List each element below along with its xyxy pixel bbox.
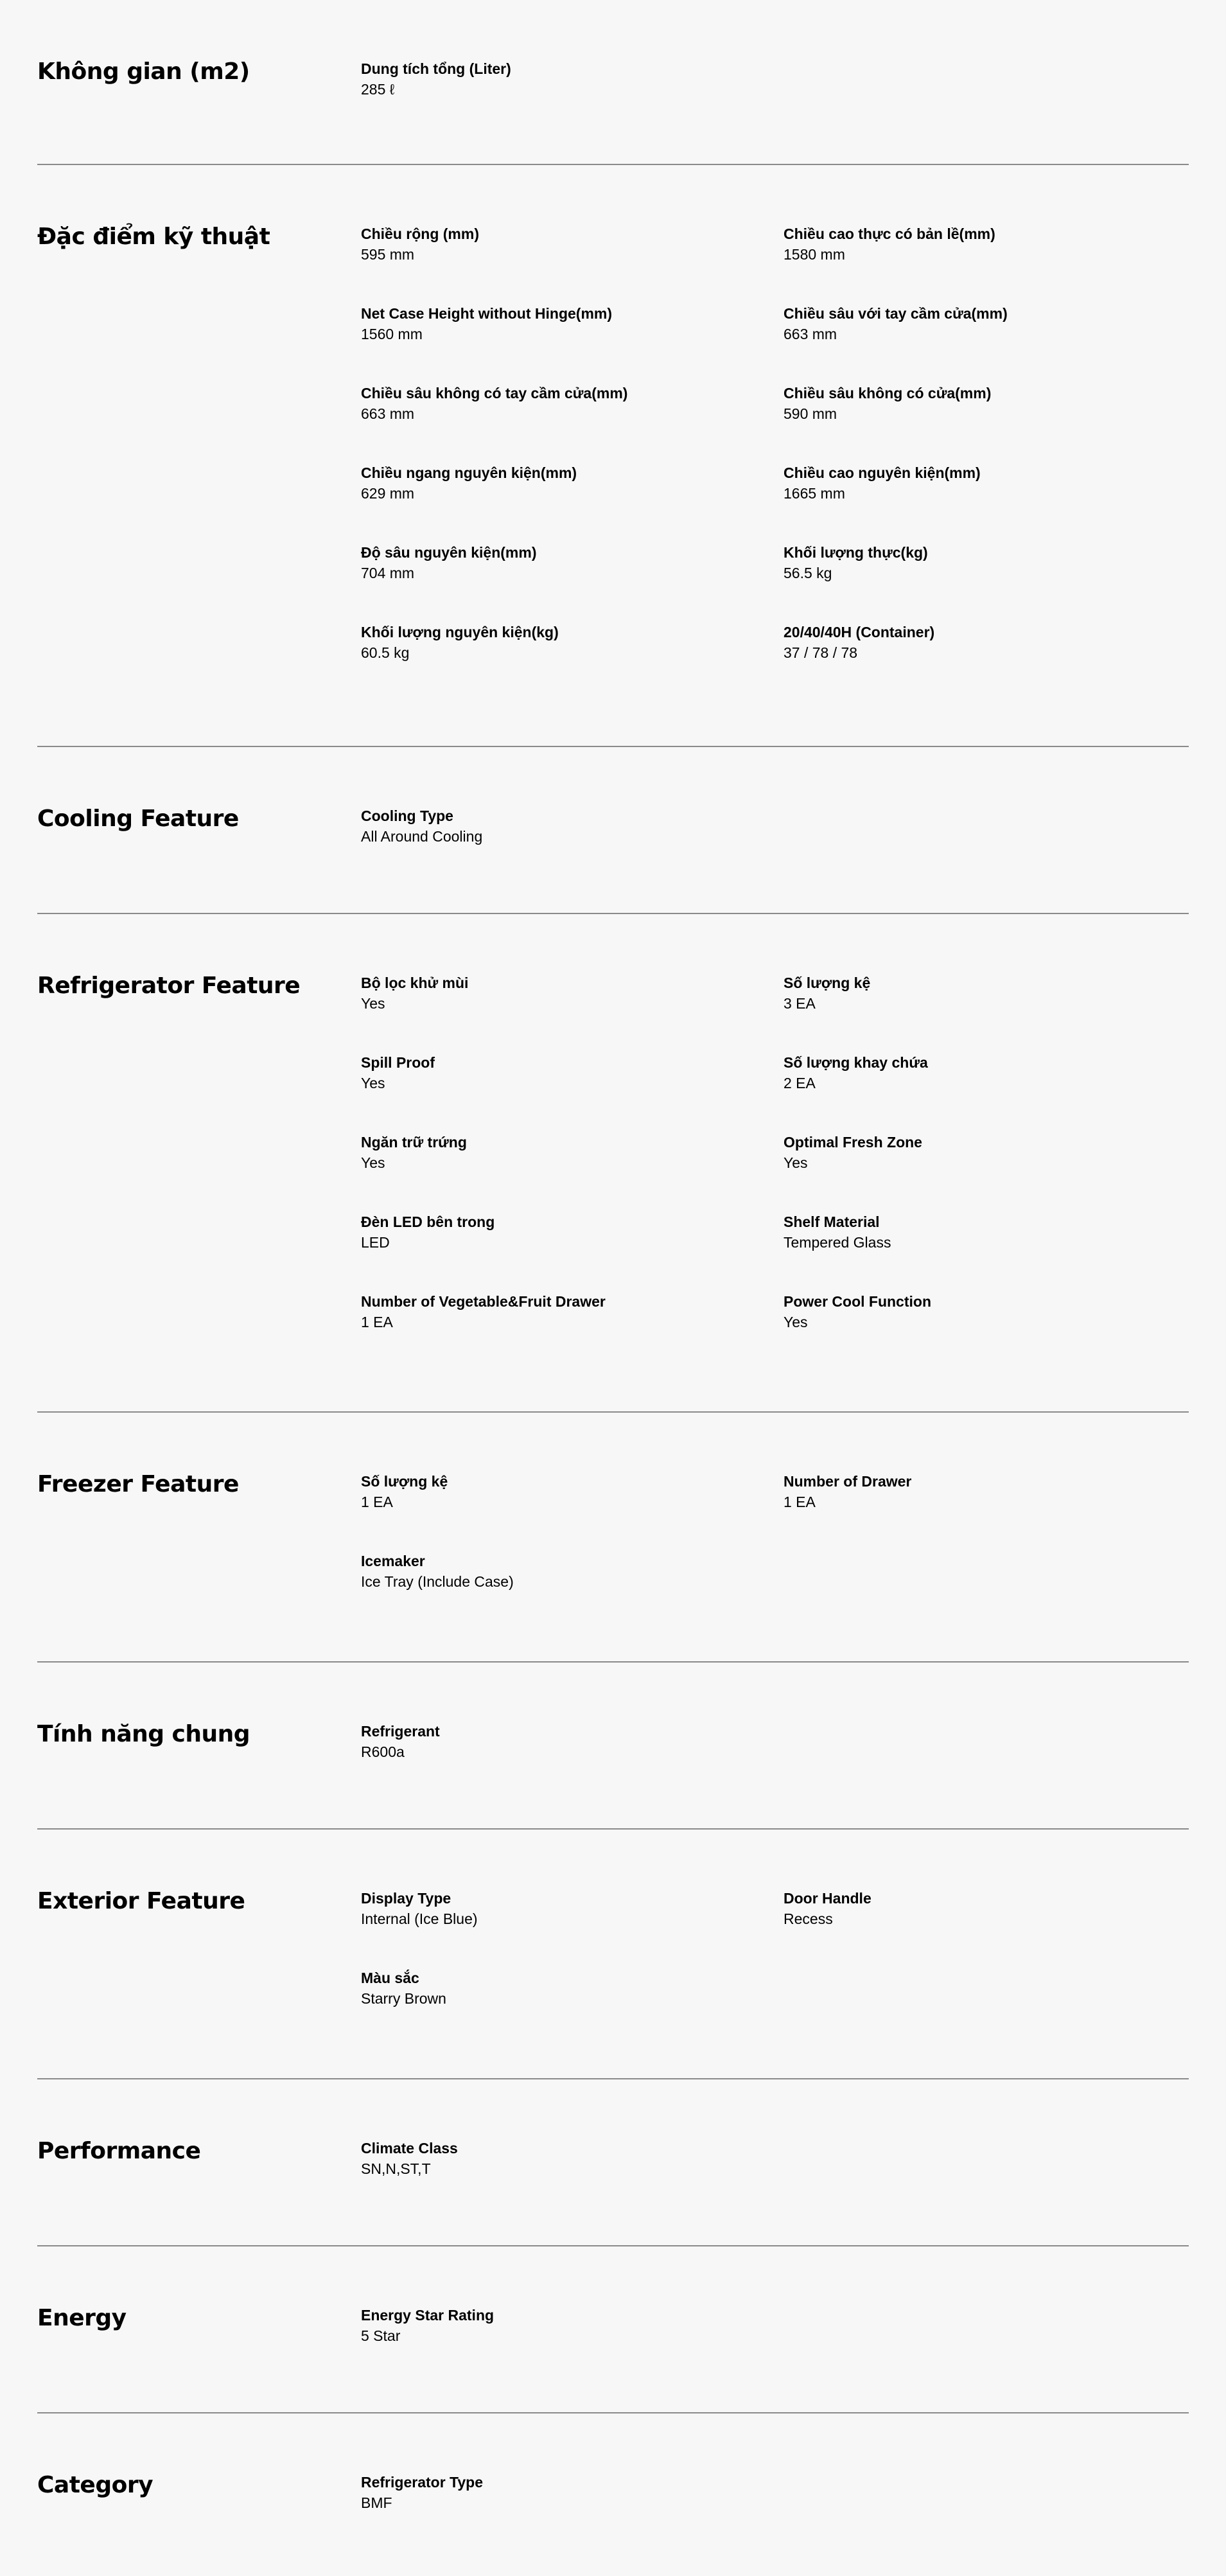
spec-item	[361, 1212, 784, 1253]
spec-item	[784, 1053, 1143, 1094]
spec-item	[361, 543, 784, 584]
spec-label: Power Cool Function	[784, 1293, 931, 1310]
spec-value: Yes	[361, 1075, 385, 1091]
spec-value: Yes	[784, 1314, 808, 1330]
spec-value: Yes	[361, 995, 385, 1012]
section-title: Energy	[37, 2305, 127, 2331]
spec-label: Đèn LED bên trong	[361, 1213, 495, 1230]
spec-value: 5 Star	[361, 2327, 401, 2344]
spec-section-energy	[37, 2246, 1189, 2413]
spec-label: Cooling Type	[361, 807, 453, 824]
spec-value: 663 mm	[361, 405, 415, 422]
spec-label: Chiều cao nguyên kiện(mm)	[784, 464, 981, 481]
spec-item	[361, 384, 784, 425]
spec-item	[361, 1889, 784, 1930]
spec-grid	[361, 2306, 1189, 2347]
spec-label: Khối lượng thực(kg)	[784, 544, 928, 561]
spec-value: Starry Brown	[361, 1990, 446, 2007]
spec-value: 56.5 kg	[784, 565, 832, 581]
spec-value: BMF	[361, 2494, 392, 2511]
spec-item	[361, 1551, 784, 1592]
spec-label: Chiều cao thực có bản lề(mm)	[784, 225, 995, 242]
spec-item	[361, 304, 784, 345]
spec-item	[784, 224, 1143, 265]
spec-page	[37, 0, 1189, 2576]
spec-label: Net Case Height without Hinge(mm)	[361, 305, 613, 322]
spec-label: Chiều sâu với tay cầm cửa(mm)	[784, 305, 1008, 322]
spec-item	[784, 973, 1143, 1014]
spec-value: Ice Tray (Include Case)	[361, 1573, 514, 1590]
section-title: Freezer Feature	[37, 1471, 239, 1497]
spec-section-technical	[37, 165, 1189, 747]
spec-item	[361, 1722, 784, 1763]
spec-item	[784, 1889, 1143, 1930]
spec-item	[361, 2139, 784, 2180]
spec-grid	[361, 224, 1189, 664]
spec-value: 37 / 78 / 78	[784, 644, 858, 661]
spec-label: Dung tích tổng (Liter)	[361, 60, 511, 77]
spec-label: 20/40/40H (Container)	[784, 624, 935, 640]
spec-item	[784, 1472, 1143, 1513]
spec-label: Chiều ngang nguyên kiện(mm)	[361, 464, 577, 481]
spec-item	[361, 1053, 784, 1094]
spec-value: 704 mm	[361, 565, 415, 581]
spec-label: Chiều rộng (mm)	[361, 225, 479, 242]
spec-label: Số lượng kệ	[361, 1473, 448, 1490]
section-title: Cooling Feature	[37, 806, 239, 832]
spec-label: Số lượng kệ	[784, 975, 871, 991]
spec-value: Recess	[784, 1910, 833, 1927]
spec-section-refrigerator	[37, 914, 1189, 1413]
spec-value: 595 mm	[361, 246, 415, 263]
spec-section-cooling	[37, 747, 1189, 914]
spec-grid	[361, 59, 1189, 100]
spec-grid	[361, 806, 1189, 847]
section-title: Performance	[37, 2138, 201, 2164]
spec-value: 1 EA	[784, 1494, 816, 1510]
spec-label: Optimal Fresh Zone	[784, 1134, 922, 1151]
spec-section-space	[37, 0, 1189, 165]
spec-value: R600a	[361, 1743, 405, 1760]
spec-item	[361, 1292, 784, 1333]
spec-item	[784, 1292, 1143, 1333]
spec-item	[361, 2306, 784, 2347]
spec-item	[361, 973, 784, 1014]
spec-label: Spill Proof	[361, 1054, 435, 1071]
spec-value: 1560 mm	[361, 326, 423, 342]
spec-grid	[361, 1889, 1189, 2009]
spec-label: Display Type	[361, 1890, 451, 1907]
spec-item	[361, 224, 784, 265]
spec-label: Climate Class	[361, 2140, 458, 2157]
spec-value: Yes	[361, 1154, 385, 1171]
section-title: Category	[37, 2472, 153, 2498]
spec-item	[361, 622, 784, 664]
spec-value: LED	[361, 1234, 390, 1251]
spec-label: Number of Drawer	[784, 1473, 912, 1490]
spec-grid	[361, 973, 1189, 1333]
spec-item	[784, 304, 1143, 345]
spec-item	[361, 1968, 784, 2009]
spec-value: All Around Cooling	[361, 828, 483, 845]
spec-section-performance	[37, 2079, 1189, 2246]
spec-label: Number of Vegetable&Fruit Drawer	[361, 1293, 606, 1310]
spec-item	[361, 806, 784, 847]
spec-item	[361, 2473, 784, 2514]
spec-value: 2 EA	[784, 1075, 816, 1091]
spec-value: Yes	[784, 1154, 808, 1171]
spec-label: Bộ lọc khử mùi	[361, 975, 469, 991]
section-title: Exterior Feature	[37, 1888, 245, 1914]
spec-label: Chiều sâu không có cửa(mm)	[784, 385, 992, 401]
spec-value: 1 EA	[361, 1494, 393, 1510]
spec-grid	[361, 1472, 1189, 1592]
spec-label: Refrigerant	[361, 1723, 440, 1740]
spec-section-category	[37, 2413, 1189, 2576]
spec-item	[361, 463, 784, 504]
spec-item	[361, 59, 784, 100]
spec-item	[784, 463, 1143, 504]
spec-section-general	[37, 1663, 1189, 1830]
spec-label: Số lượng khay chứa	[784, 1054, 928, 1071]
spec-label: Độ sâu nguyên kiện(mm)	[361, 544, 537, 561]
spec-value: 1 EA	[361, 1314, 393, 1330]
spec-value: SN,N,ST,T	[361, 2160, 431, 2177]
spec-item	[361, 1472, 784, 1513]
spec-section-freezer	[37, 1413, 1189, 1663]
spec-item	[784, 384, 1143, 425]
spec-label: Màu sắc	[361, 1970, 419, 1986]
spec-value: 1665 mm	[784, 485, 845, 502]
spec-label: Khối lượng nguyên kiện(kg)	[361, 624, 559, 640]
spec-item	[784, 1133, 1143, 1174]
spec-label: Door Handle	[784, 1890, 871, 1907]
spec-label: Icemaker	[361, 1553, 425, 1569]
spec-value: 663 mm	[784, 326, 837, 342]
spec-label: Chiều sâu không có tay cầm cửa(mm)	[361, 385, 628, 401]
spec-label: Energy Star Rating	[361, 2307, 495, 2324]
spec-value: 60.5 kg	[361, 644, 410, 661]
spec-grid	[361, 2473, 1189, 2514]
spec-item	[784, 543, 1143, 584]
spec-value: Tempered Glass	[784, 1234, 891, 1251]
spec-label: Refrigerator Type	[361, 2474, 484, 2491]
spec-value: Internal (Ice Blue)	[361, 1910, 478, 1927]
spec-grid	[361, 1722, 1189, 1763]
section-title: Đặc điểm kỹ thuật	[37, 224, 270, 250]
section-title: Tính năng chung	[37, 1721, 250, 1747]
spec-label: Ngăn trữ trứng	[361, 1134, 467, 1151]
spec-value: 1580 mm	[784, 246, 845, 263]
spec-item	[361, 1133, 784, 1174]
spec-section-exterior	[37, 1830, 1189, 2079]
spec-value: 629 mm	[361, 485, 415, 502]
spec-label: Shelf Material	[784, 1213, 880, 1230]
spec-value: 590 mm	[784, 405, 837, 422]
section-title: Refrigerator Feature	[37, 973, 301, 999]
spec-value: 285 ℓ	[361, 81, 395, 98]
section-title: Không gian (m2)	[37, 58, 250, 85]
spec-value: 3 EA	[784, 995, 816, 1012]
spec-grid	[361, 2139, 1189, 2180]
spec-item	[784, 622, 1143, 664]
spec-item	[784, 1212, 1143, 1253]
